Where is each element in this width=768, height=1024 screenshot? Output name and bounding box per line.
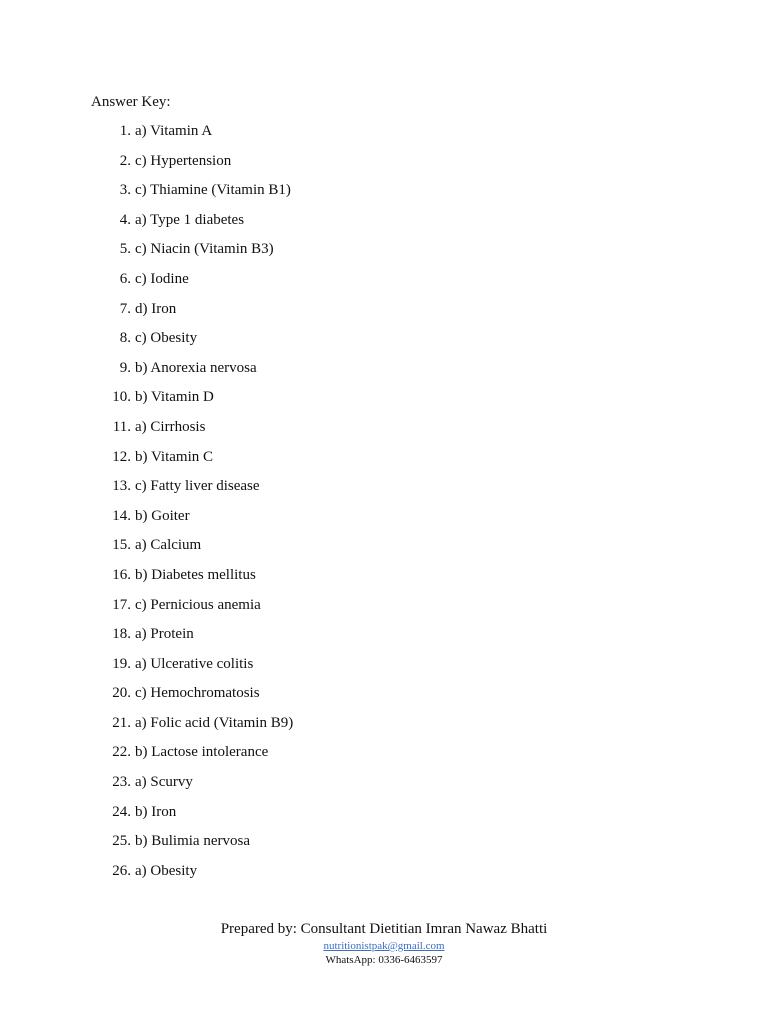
answer-number: 3. — [119, 182, 131, 199]
answer-text: c) Hypertension — [135, 152, 232, 169]
answer-number: 10. — [112, 389, 131, 406]
answer-text: a) Ulcerative colitis — [135, 655, 254, 672]
answer-text: a) Vitamin A — [135, 123, 213, 139]
answer-text: a) Cirrhosis — [135, 418, 206, 435]
answer-number: 23. — [112, 774, 131, 791]
answer-number: 6. — [119, 270, 131, 287]
answer-text: c) Obesity — [135, 330, 198, 347]
answer-text: b) Lactose intolerance — [135, 744, 269, 761]
prepared-by: Prepared by: Consultant Dietitian Imran Nawaz Bhatti — [220, 921, 548, 937]
answer-text: d) Iron — [135, 300, 177, 317]
answer-number: 9. — [119, 359, 131, 376]
answer-number: 18. — [112, 626, 131, 643]
document-footer — [0, 919, 768, 967]
answer-key-heading: Answer Key: — [91, 94, 171, 110]
answer-text: a) Obesity — [135, 862, 198, 879]
answer-text: c) Hemochromatosis — [135, 685, 260, 702]
answer-text: b) Vitamin D — [135, 389, 214, 406]
answer-number: 14. — [112, 507, 131, 524]
answer-text: c) Niacin (Vitamin B3) — [135, 241, 274, 258]
answer-number: 2. — [119, 152, 131, 169]
answer-number: 26. — [112, 862, 131, 879]
answer-number: 16. — [112, 566, 131, 583]
answer-number: 19. — [112, 655, 131, 672]
answer-number: 5. — [119, 241, 131, 258]
answer-text: b) Diabetes mellitus — [135, 566, 256, 583]
answer-text: a) Protein — [135, 626, 194, 643]
answer-number: 17. — [112, 596, 131, 613]
answer-number: 20. — [112, 685, 131, 702]
answer-text: a) Type 1 diabetes — [135, 211, 245, 228]
answer-text: c) Fatty liver disease — [135, 478, 260, 495]
answer-number: 8. — [119, 330, 131, 347]
whatsapp-contact: WhatsApp: 0336-6463597 — [325, 954, 443, 966]
answer-text: b) Anorexia nervosa — [135, 359, 257, 376]
email-link[interactable]: nutritionistpak@gmail.com — [323, 940, 445, 952]
answer-number: 1. — [119, 123, 131, 139]
answer-text: c) Pernicious anemia — [135, 596, 261, 613]
answer-number: 22. — [112, 744, 131, 761]
answer-number: 11. — [112, 418, 131, 435]
answer-text: b) Goiter — [135, 507, 190, 524]
answer-number: 25. — [112, 833, 131, 850]
answer-text: b) Iron — [135, 803, 177, 820]
answer-text: b) Vitamin C — [135, 448, 213, 465]
answer-text: a) Scurvy — [135, 774, 193, 791]
answer-text: c) Iodine — [135, 270, 189, 287]
answer-text: a) Calcium — [135, 537, 202, 554]
answer-number: 24. — [112, 803, 131, 820]
answer-number: 15. — [112, 537, 131, 554]
answer-text: a) Folic acid (Vitamin B9) — [135, 714, 294, 731]
answer-number: 13. — [112, 478, 131, 495]
answer-number: 7. — [119, 300, 131, 317]
answer-text: b) Bulimia nervosa — [135, 833, 250, 850]
answer-number: 12. — [112, 448, 131, 465]
answer-number: 4. — [119, 211, 131, 228]
answer-number: 21. — [112, 714, 131, 731]
answer-text: c) Thiamine (Vitamin B1) — [135, 182, 291, 199]
